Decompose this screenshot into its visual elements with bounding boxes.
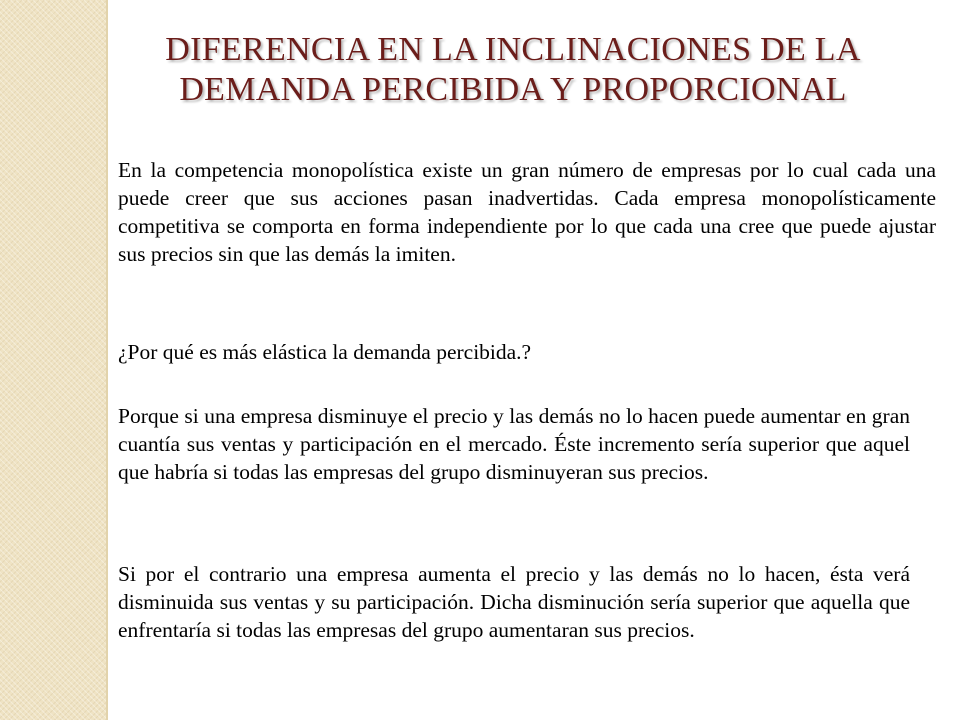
slide-title bbox=[108, 30, 918, 110]
paragraph-competencia: En la competencia monopolística existe un gran número de empresas por lo cual cada una puede creer que sus acciones pasan inadvertidas. Cada empresa monopolísticamente competitiva se comporta en forma independiente por lo que cada una cree que puede ajustar sus precios sin que las demás la imiten. bbox=[118, 158, 936, 266]
paragraph-disminuye-precio: Porque si una empresa disminuye el precio y las demás no lo hacen puede aumentar en gran cuantía sus ventas y participación en el mercado. Éste incremento sería superior que aquel que habría si todas las empresas del grupo disminuyeran sus precios. bbox=[118, 404, 910, 484]
question-elasticidad: ¿Por qué es más elástica la demanda percibida.? bbox=[118, 340, 532, 364]
decorative-side-band bbox=[0, 0, 108, 720]
paragraph-aumenta-precio: Si por el contrario una empresa aumenta el precio y las demás no lo hacen, ésta verá disminuida sus ventas y su participación. Dicha disminución sería superior que aquella que enfrentaría si todas las empresas del grupo aumentaran sus precios. bbox=[118, 562, 910, 642]
title-line-1: DIFERENCIA EN LA INCLINACIONES DE LA bbox=[165, 31, 861, 68]
title-line-2: DEMANDA PERCIBIDA Y PROPORCIONAL bbox=[179, 71, 847, 108]
